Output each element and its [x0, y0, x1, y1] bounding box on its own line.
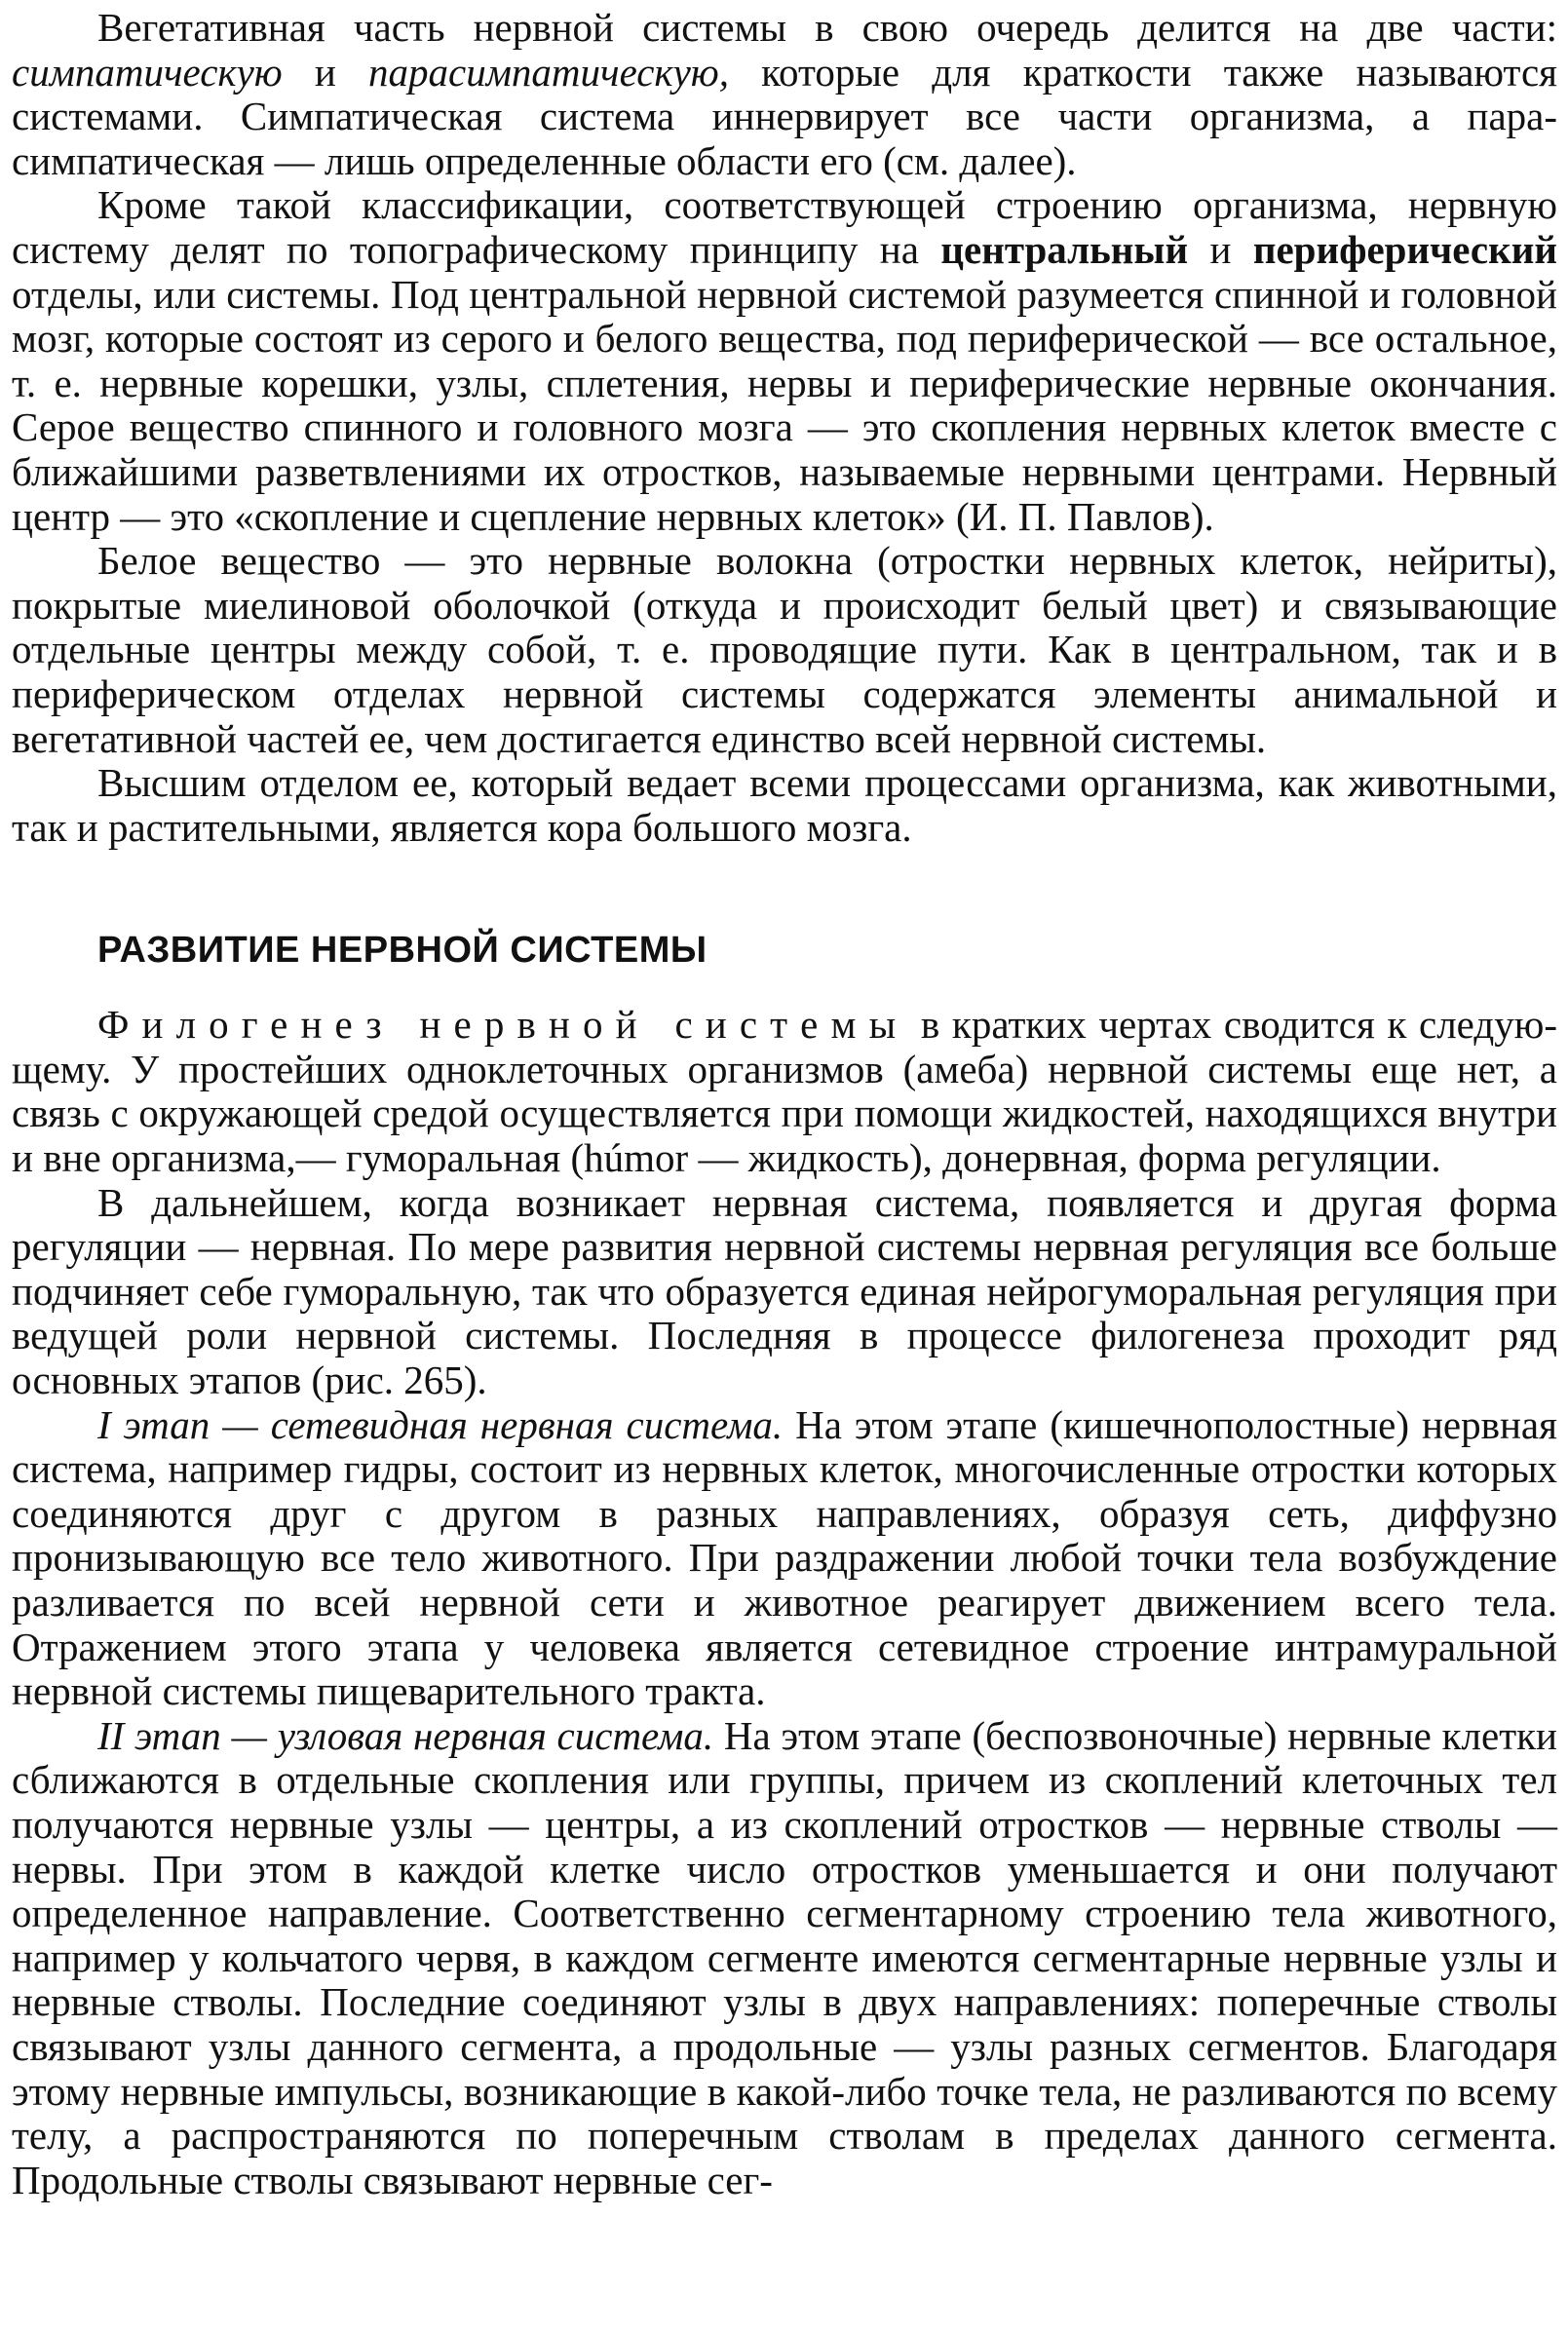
- italic-text: I этап — сетевидная нервная система.: [97, 1401, 784, 1447]
- paragraph: [12, 6, 1557, 183]
- paragraph: [12, 1403, 1557, 1714]
- paragraph-text: в кратких чертах сводится к следующему. У простейших одноклеточных организмов (амеба) нервной системы еще нет, а связь с окружающей средой осуществляется при помощи жидкостей, находящихся внутри и вне организма,— гуморальная (húmor — жидкость), донервная, форма регуляции.: [12, 1002, 1557, 1181]
- text-block-bottom: [12, 1003, 1557, 2202]
- spaced-term: Филогенез нервной системы: [97, 1002, 909, 1048]
- paragraph-text: Высшим отделом ее, который ведает всеми процессами организма, как животными, так и растительными, является кора большого мозга.: [12, 760, 1557, 850]
- paragraph: [12, 1003, 1557, 1180]
- paragraph: [12, 1714, 1557, 2203]
- paragraph-text: и: [1188, 226, 1253, 272]
- italic-text: парасимпатическую,: [368, 49, 729, 95]
- paragraph: [12, 183, 1557, 539]
- section-heading: РАЗВИТИЕ НЕРВНОЙ СИСТЕМЫ: [97, 930, 708, 972]
- document-page: [12, 6, 1557, 2202]
- paragraph-text: Кроме такой классификации, соответствующей строению организма, нервную систему делят по топографическому принципу на: [12, 182, 1557, 272]
- paragraph-text: На этом этапе (кишечнополостные) нервная система, например гидры, состоит из нервных клеток, многочисленные отростки которых соединяются друг с другом в разных направлениях, образуя сеть, диффузно пронизывающую все тело животного. При раздражении любой точки тела возбуждение разливается по всей нервной сети и животное реагирует движением всего тела. Отражением этого этапа у человека является сетевидное строение интрамуральной нервной системы пищеварительного тракта.: [12, 1401, 1557, 1714]
- paragraph: [12, 539, 1557, 761]
- italic-text: симпатическую: [12, 49, 283, 95]
- paragraph-text: На этом этапе (беспозвоночные) нервные клетки сближаются в отдельные скопления или группы, причем из скоплений клеточных тел получаются нервные узлы — центры, а из скоплений отростков — нервные стволы — нервы. При этом в каждой клетке число отростков уменьшается и они получают определенное направление. Соответственно сегментарному строению тела животного, например у кольчатого червя, в каждом сегменте имеются сегментарные нервные узлы и нервные стволы. Последние соединяют узлы в двух направлениях: поперечные стволы связывают узлы данного сегмента, а продольные — узлы разных сегментов. Благодаря этому нервные импульсы, возникающие в какой-либо точке тела, не разливаются по всему телу, а распространяются по поперечным стволам в пределах данного сегмента. Продольные стволы связывают нервные сег-: [12, 1712, 1557, 2202]
- text-block-top: [12, 6, 1557, 850]
- bold-term: периферический: [1252, 226, 1557, 272]
- paragraph-text: Вегетативная часть нервной системы в свою очередь делится на две части:: [97, 5, 1557, 50]
- bold-term: центральный: [940, 226, 1189, 272]
- paragraph: [12, 1181, 1557, 1403]
- paragraph-text: В дальнейшем, когда возникает нервная система, появляется и другая форма регуляции — нервная. По мере развития нервной системы нервная регуляция все больше подчиняет себе гуморальную, так что образуется единая нейрогуморальная регуляция при ведущей роли нервной системы. Последняя в процессе филогенеза проходит ряд основных этапов (рис. 265).: [12, 1179, 1557, 1403]
- paragraph-text: и: [282, 49, 369, 95]
- paragraph-text: Белое вещество — это нервные волокна (отростки нервных клеток, нейриты), покрытые миелиновой оболочкой (откуда и происходит белый цвет) и связывающие отдельные центры между собой, т. е. проводящие пути. Как в центральном, так и в периферическом отделах нервной системы содержатся элементы анимальной и вегетативной частей ее, чем достигается единство всей нервной системы.: [12, 538, 1557, 761]
- paragraph-text: отделы, или системы. Под центральной нервной системой разумеется спинной и головной мозг, которые состоят из серого и белого вещества, под периферической — все остальное, т. е. нервные корешки, узлы, сплетения, нервы и периферические нервные окончания. Серое вещество спинного и головного мозга — это скопления нервных клеток вместе с ближайшими разветвлениями их отростков, называемые нервными центрами. Нервный центр — это «скопление и сцепление нервных клеток» (И. П. Павлов).: [12, 271, 1557, 539]
- paragraph: [12, 761, 1557, 850]
- italic-text: II этап — узловая нервная система.: [97, 1712, 714, 1758]
- paragraph-text: которые для краткости также называются системами. Симпатическая система иннервирует все части организма, а парасимпатическая — лишь определенные области его (см. далее).: [12, 49, 1557, 183]
